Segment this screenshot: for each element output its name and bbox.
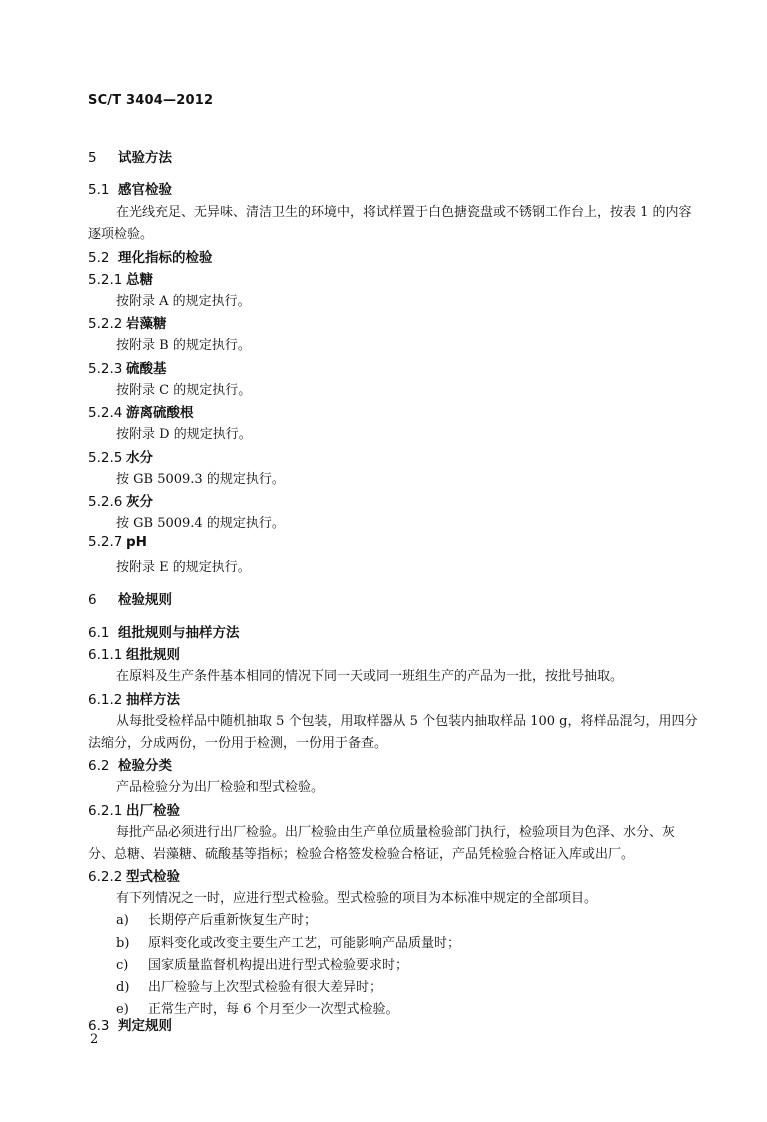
paragraph: 在原料及生产条件基本相同的情况下同一天或同一班组生产的产品为一批，按批号抽取。	[116, 669, 624, 684]
paragraph: 按 GB 5009.3 的规定执行。	[116, 472, 285, 487]
list-item: e) 正常生产时，每 6 个月至少一次型式检验。	[116, 1002, 399, 1017]
section-5-1-heading: 5.1 感官检验	[88, 182, 172, 198]
paragraph: 在光线充足、无异味、清洁卫生的环境中，将试样置于白色搪瓷盘或不锈钢工作台上，按表 1 的内容	[116, 205, 692, 220]
section-5-2-3-heading: 5.2.3 硫酸基	[88, 361, 167, 377]
section-5-2-6-heading: 5.2.6 灰分	[88, 494, 153, 510]
section-5-2-7-heading: 5.2.7 pH	[88, 534, 147, 550]
paragraph: 有下列情况之一时，应进行型式检验。型式检验的项目为本标准中规定的全部项目。	[116, 891, 598, 906]
paragraph: 按附录 A 的规定执行。	[116, 294, 251, 309]
standard-number: SC/T 3404—2012	[88, 93, 214, 108]
section-6-2-heading: 6.2 检验分类	[88, 758, 172, 774]
section-5-2-1-heading: 5.2.1 总糖	[88, 272, 153, 288]
section-5-heading: 5 试验方法	[88, 150, 172, 166]
section-6-1-heading: 6.1 组批规则与抽样方法	[88, 625, 240, 641]
paragraph: 按附录 C 的规定执行。	[116, 383, 252, 398]
list-item: a) 长期停产后重新恢复生产时；	[116, 913, 318, 928]
page-number: 2	[90, 1032, 99, 1047]
paragraph: 法缩分，分成两份，一份用于检测，一份用于备查。	[88, 736, 388, 751]
section-5-2-5-heading: 5.2.5 水分	[88, 450, 153, 466]
list-item: d) 出厂检验与上次型式检验有很大差异时；	[116, 980, 383, 995]
section-5-2-2-heading: 5.2.2 岩藻糖	[88, 316, 167, 332]
paragraph: 按附录 E 的规定执行。	[116, 560, 251, 575]
list-item: c) 国家质量监督机构提出进行型式检验要求时；	[116, 958, 409, 973]
section-6-2-2-heading: 6.2.2 型式检验	[88, 869, 180, 885]
paragraph: 按附录 D 的规定执行。	[116, 427, 252, 442]
paragraph: 按附录 B 的规定执行。	[116, 338, 251, 353]
paragraph: 按 GB 5009.4 的规定执行。	[116, 516, 285, 531]
paragraph: 分、总糖、岩藻糖、硫酸基等指标；检验合格签发检验合格证，产品凭检验合格证入库或出厂。	[88, 847, 635, 862]
paragraph: 从每批受检样品中随机抽取 5 个包装，用取样器从 5 个包装内抽取样品 100 g，将样品混匀，用四分	[116, 714, 698, 729]
section-5-2-4-heading: 5.2.4 游离硫酸根	[88, 405, 194, 421]
section-6-1-1-heading: 6.1.1 组批规则	[88, 647, 180, 663]
paragraph: 产品检验分为出厂检验和型式检验。	[116, 780, 325, 795]
section-6-1-2-heading: 6.1.2 抽样方法	[88, 692, 180, 708]
paragraph: 每批产品必须进行出厂检验。出厂检验由生产单位质量检验部门执行，检验项目为色泽、水分、灰	[116, 825, 676, 840]
section-6-3-heading: 6.3 判定规则	[88, 1018, 172, 1034]
list-item: b) 原料变化或改变主要生产工艺，可能影响产品质量时；	[116, 936, 461, 951]
paragraph: 逐项检验。	[88, 227, 154, 242]
section-5-2-heading: 5.2 理化指标的检验	[88, 250, 213, 266]
section-6-heading: 6 检验规则	[88, 592, 172, 608]
section-6-2-1-heading: 6.2.1 出厂检验	[88, 803, 180, 819]
